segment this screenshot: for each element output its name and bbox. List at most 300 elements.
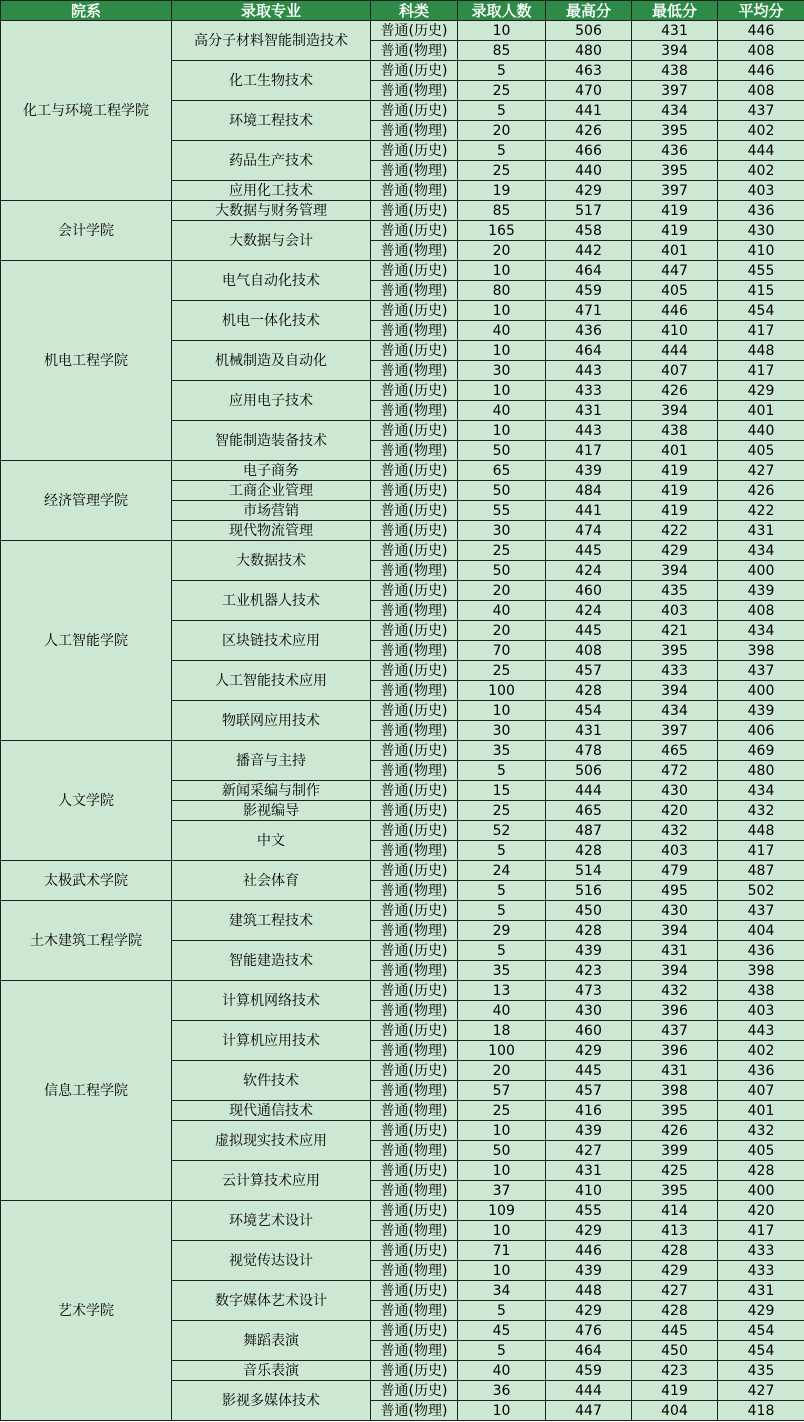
department-cell: 艺术学院 — [1, 1201, 172, 1421]
major-cell: 大数据技术 — [172, 541, 371, 581]
avg-score-cell: 443 — [718, 1021, 804, 1041]
max-score-cell: 442 — [546, 241, 632, 261]
max-score-cell: 506 — [546, 21, 632, 41]
category-cell: 普通(物理) — [371, 1041, 458, 1061]
min-score-cell: 431 — [632, 21, 718, 41]
max-score-cell: 439 — [546, 1121, 632, 1141]
major-cell: 软件技术 — [172, 1061, 371, 1101]
min-score-cell: 397 — [632, 721, 718, 741]
enrolled-cell: 15 — [458, 781, 546, 801]
max-score-cell: 410 — [546, 1181, 632, 1201]
department-cell: 机电工程学院 — [1, 261, 172, 461]
enrolled-cell: 100 — [458, 1041, 546, 1061]
enrolled-cell: 5 — [458, 141, 546, 161]
min-score-cell: 395 — [632, 1181, 718, 1201]
category-cell: 普通(物理) — [371, 1261, 458, 1281]
min-score-cell: 419 — [632, 461, 718, 481]
department-cell: 太极武术学院 — [1, 861, 172, 901]
enrolled-cell: 85 — [458, 41, 546, 61]
category-cell: 普通(历史) — [371, 481, 458, 501]
min-score-cell: 420 — [632, 801, 718, 821]
max-score-cell: 516 — [546, 881, 632, 901]
min-score-cell: 413 — [632, 1221, 718, 1241]
major-cell: 物联网应用技术 — [172, 701, 371, 741]
major-cell: 应用化工技术 — [172, 181, 371, 201]
min-score-cell: 423 — [632, 1361, 718, 1381]
enrolled-cell: 70 — [458, 641, 546, 661]
category-cell: 普通(历史) — [371, 1061, 458, 1081]
enrolled-cell: 30 — [458, 521, 546, 541]
major-cell: 机电一体化技术 — [172, 301, 371, 341]
enrolled-cell: 37 — [458, 1181, 546, 1201]
max-score-cell: 417 — [546, 441, 632, 461]
category-cell: 普通(历史) — [371, 1121, 458, 1141]
table-row — [1, 21, 804, 41]
max-score-cell: 408 — [546, 641, 632, 661]
avg-score-cell: 435 — [718, 1361, 804, 1381]
major-cell: 新闻采编与制作 — [172, 781, 371, 801]
max-score-cell: 441 — [546, 101, 632, 121]
major-cell: 中文 — [172, 821, 371, 861]
avg-score-cell: 408 — [718, 601, 804, 621]
min-score-cell: 444 — [632, 341, 718, 361]
min-score-cell: 397 — [632, 181, 718, 201]
enrolled-cell: 25 — [458, 81, 546, 101]
major-cell: 大数据与会计 — [172, 221, 371, 261]
max-score-cell: 447 — [546, 1401, 632, 1421]
category-cell: 普通(历史) — [371, 101, 458, 121]
enrolled-cell: 10 — [458, 341, 546, 361]
min-score-cell: 438 — [632, 421, 718, 441]
min-score-cell: 434 — [632, 701, 718, 721]
min-score-cell: 395 — [632, 121, 718, 141]
table-body — [1, 21, 804, 1421]
max-score-cell: 476 — [546, 1321, 632, 1341]
max-score-cell: 514 — [546, 861, 632, 881]
min-score-cell: 394 — [632, 401, 718, 421]
category-cell: 普通(历史) — [371, 1361, 458, 1381]
min-score-cell: 395 — [632, 1101, 718, 1121]
enrolled-cell: 5 — [458, 841, 546, 861]
max-score-cell: 430 — [546, 1001, 632, 1021]
max-score-cell: 517 — [546, 201, 632, 221]
avg-score-cell: 448 — [718, 341, 804, 361]
department-cell: 人工智能学院 — [1, 541, 172, 741]
category-cell: 普通(物理) — [371, 281, 458, 301]
department-cell: 会计学院 — [1, 201, 172, 261]
category-cell: 普通(历史) — [371, 381, 458, 401]
major-cell: 电气自动化技术 — [172, 261, 371, 301]
max-score-cell: 428 — [546, 921, 632, 941]
category-cell: 普通(物理) — [371, 1101, 458, 1121]
min-score-cell: 429 — [632, 541, 718, 561]
avg-score-cell: 420 — [718, 1201, 804, 1221]
major-cell: 舞蹈表演 — [172, 1321, 371, 1361]
min-score-cell: 394 — [632, 561, 718, 581]
avg-score-cell: 434 — [718, 621, 804, 641]
enrolled-cell: 24 — [458, 861, 546, 881]
min-score-cell: 431 — [632, 941, 718, 961]
min-score-cell: 426 — [632, 381, 718, 401]
enrolled-cell: 85 — [458, 201, 546, 221]
category-cell: 普通(历史) — [371, 621, 458, 641]
category-cell: 普通(历史) — [371, 1241, 458, 1261]
major-cell: 市场营销 — [172, 501, 371, 521]
avg-score-cell: 502 — [718, 881, 804, 901]
min-score-cell: 495 — [632, 881, 718, 901]
department-cell: 化工与环境工程学院 — [1, 21, 172, 201]
avg-score-cell: 454 — [718, 1321, 804, 1341]
category-cell: 普通(历史) — [371, 981, 458, 1001]
avg-score-cell: 434 — [718, 781, 804, 801]
min-score-cell: 404 — [632, 1401, 718, 1421]
avg-score-cell: 432 — [718, 1121, 804, 1141]
max-score-cell: 416 — [546, 1101, 632, 1121]
min-score-cell: 395 — [632, 641, 718, 661]
max-score-cell: 448 — [546, 1281, 632, 1301]
max-score-cell: 474 — [546, 521, 632, 541]
avg-score-cell: 432 — [718, 801, 804, 821]
major-cell: 大数据与财务管理 — [172, 201, 371, 221]
enrolled-cell: 20 — [458, 241, 546, 261]
min-score-cell: 447 — [632, 261, 718, 281]
major-cell: 现代物流管理 — [172, 521, 371, 541]
max-score-cell: 444 — [546, 781, 632, 801]
enrolled-cell: 50 — [458, 561, 546, 581]
header-row — [1, 1, 804, 21]
category-cell: 普通(物理) — [371, 361, 458, 381]
avg-score-cell: 418 — [718, 1401, 804, 1421]
max-score-cell: 463 — [546, 61, 632, 81]
category-cell: 普通(历史) — [371, 781, 458, 801]
avg-score-cell: 402 — [718, 121, 804, 141]
avg-score-cell: 415 — [718, 281, 804, 301]
avg-score-cell: 404 — [718, 921, 804, 941]
department-cell: 土木建筑工程学院 — [1, 901, 172, 981]
min-score-cell: 432 — [632, 981, 718, 1001]
enrolled-cell: 10 — [458, 21, 546, 41]
max-score-cell: 444 — [546, 1381, 632, 1401]
max-score-cell: 464 — [546, 341, 632, 361]
avg-score-cell: 428 — [718, 1161, 804, 1181]
avg-score-cell: 401 — [718, 1101, 804, 1121]
min-score-cell: 430 — [632, 781, 718, 801]
category-cell: 普通(物理) — [371, 241, 458, 261]
major-cell: 环境工程技术 — [172, 101, 371, 141]
category-cell: 普通(历史) — [371, 661, 458, 681]
min-score-cell: 421 — [632, 621, 718, 641]
max-score-cell: 460 — [546, 1021, 632, 1041]
max-score-cell: 431 — [546, 721, 632, 741]
min-score-cell: 432 — [632, 821, 718, 841]
category-cell: 普通(历史) — [371, 61, 458, 81]
min-score-cell: 403 — [632, 841, 718, 861]
category-cell: 普通(历史) — [371, 1021, 458, 1041]
min-score-cell: 446 — [632, 301, 718, 321]
department-cell: 人文学院 — [1, 741, 172, 861]
enrolled-cell: 20 — [458, 621, 546, 641]
enrolled-cell: 10 — [458, 1261, 546, 1281]
enrolled-cell: 71 — [458, 1241, 546, 1261]
min-score-cell: 419 — [632, 1381, 718, 1401]
avg-score-cell: 410 — [718, 241, 804, 261]
avg-score-cell: 398 — [718, 641, 804, 661]
avg-score-cell: 433 — [718, 1261, 804, 1281]
major-cell: 区块链技术应用 — [172, 621, 371, 661]
min-score-cell: 396 — [632, 1001, 718, 1021]
category-cell: 普通(历史) — [371, 21, 458, 41]
category-cell: 普通(历史) — [371, 1321, 458, 1341]
major-cell: 人工智能技术应用 — [172, 661, 371, 701]
avg-score-cell: 426 — [718, 481, 804, 501]
enrolled-cell: 109 — [458, 1201, 546, 1221]
enrolled-cell: 25 — [458, 801, 546, 821]
min-score-cell: 397 — [632, 81, 718, 101]
enrolled-cell: 13 — [458, 981, 546, 1001]
table-row — [1, 201, 804, 221]
category-cell: 普通(历史) — [371, 261, 458, 281]
enrolled-cell: 100 — [458, 681, 546, 701]
header-avg-score: 平均分 — [718, 1, 804, 21]
min-score-cell: 403 — [632, 601, 718, 621]
max-score-cell: 428 — [546, 681, 632, 701]
category-cell: 普通(历史) — [371, 861, 458, 881]
major-cell: 工业机器人技术 — [172, 581, 371, 621]
avg-score-cell: 422 — [718, 501, 804, 521]
min-score-cell: 419 — [632, 481, 718, 501]
category-cell: 普通(历史) — [371, 501, 458, 521]
min-score-cell: 394 — [632, 41, 718, 61]
avg-score-cell: 429 — [718, 1301, 804, 1321]
max-score-cell: 459 — [546, 1361, 632, 1381]
avg-score-cell: 400 — [718, 681, 804, 701]
department-cell: 信息工程学院 — [1, 981, 172, 1201]
min-score-cell: 445 — [632, 1321, 718, 1341]
avg-score-cell: 448 — [718, 821, 804, 841]
enrolled-cell: 19 — [458, 181, 546, 201]
category-cell: 普通(历史) — [371, 821, 458, 841]
category-cell: 普通(物理) — [371, 921, 458, 941]
max-score-cell: 424 — [546, 561, 632, 581]
max-score-cell: 431 — [546, 1161, 632, 1181]
category-cell: 普通(物理) — [371, 641, 458, 661]
enrolled-cell: 5 — [458, 101, 546, 121]
category-cell: 普通(历史) — [371, 1281, 458, 1301]
avg-score-cell: 403 — [718, 1001, 804, 1021]
enrolled-cell: 5 — [458, 61, 546, 81]
max-score-cell: 445 — [546, 541, 632, 561]
avg-score-cell: 417 — [718, 1221, 804, 1241]
enrolled-cell: 50 — [458, 441, 546, 461]
min-score-cell: 419 — [632, 221, 718, 241]
max-score-cell: 465 — [546, 801, 632, 821]
max-score-cell: 440 — [546, 161, 632, 181]
max-score-cell: 457 — [546, 661, 632, 681]
department-cell: 经济管理学院 — [1, 461, 172, 541]
max-score-cell: 466 — [546, 141, 632, 161]
major-cell: 高分子材料智能制造技术 — [172, 21, 371, 61]
category-cell: 普通(历史) — [371, 741, 458, 761]
max-score-cell: 487 — [546, 821, 632, 841]
avg-score-cell: 454 — [718, 301, 804, 321]
category-cell: 普通(物理) — [371, 1181, 458, 1201]
avg-score-cell: 417 — [718, 841, 804, 861]
min-score-cell: 426 — [632, 1121, 718, 1141]
max-score-cell: 439 — [546, 1261, 632, 1281]
enrolled-cell: 20 — [458, 121, 546, 141]
avg-score-cell: 446 — [718, 21, 804, 41]
enrolled-cell: 10 — [458, 381, 546, 401]
enrolled-cell: 5 — [458, 1301, 546, 1321]
category-cell: 普通(历史) — [371, 201, 458, 221]
category-cell: 普通(历史) — [371, 581, 458, 601]
enrolled-cell: 25 — [458, 661, 546, 681]
table-row — [1, 1201, 804, 1221]
major-cell: 环境艺术设计 — [172, 1201, 371, 1241]
avg-score-cell: 405 — [718, 441, 804, 461]
major-cell: 应用电子技术 — [172, 381, 371, 421]
category-cell: 普通(历史) — [371, 301, 458, 321]
enrolled-cell: 5 — [458, 941, 546, 961]
min-score-cell: 407 — [632, 361, 718, 381]
avg-score-cell: 407 — [718, 1081, 804, 1101]
max-score-cell: 446 — [546, 1241, 632, 1261]
min-score-cell: 433 — [632, 661, 718, 681]
avg-score-cell: 400 — [718, 561, 804, 581]
enrolled-cell: 18 — [458, 1021, 546, 1041]
max-score-cell: 431 — [546, 401, 632, 421]
min-score-cell: 465 — [632, 741, 718, 761]
avg-score-cell: 436 — [718, 941, 804, 961]
table-row — [1, 861, 804, 881]
category-cell: 普通(历史) — [371, 941, 458, 961]
max-score-cell: 478 — [546, 741, 632, 761]
avg-score-cell: 480 — [718, 761, 804, 781]
min-score-cell: 437 — [632, 1021, 718, 1041]
major-cell: 社会体育 — [172, 861, 371, 901]
enrolled-cell: 57 — [458, 1081, 546, 1101]
enrolled-cell: 20 — [458, 1061, 546, 1081]
max-score-cell: 428 — [546, 841, 632, 861]
max-score-cell: 484 — [546, 481, 632, 501]
category-cell: 普通(历史) — [371, 461, 458, 481]
avg-score-cell: 400 — [718, 1181, 804, 1201]
min-score-cell: 472 — [632, 761, 718, 781]
max-score-cell: 506 — [546, 761, 632, 781]
enrolled-cell: 40 — [458, 321, 546, 341]
category-cell: 普通(物理) — [371, 601, 458, 621]
category-cell: 普通(物理) — [371, 681, 458, 701]
min-score-cell: 410 — [632, 321, 718, 341]
enrolled-cell: 35 — [458, 961, 546, 981]
major-cell: 计算机网络技术 — [172, 981, 371, 1021]
enrolled-cell: 34 — [458, 1281, 546, 1301]
major-cell: 影视多媒体技术 — [172, 1381, 371, 1421]
major-cell: 建筑工程技术 — [172, 901, 371, 941]
avg-score-cell: 429 — [718, 381, 804, 401]
enrolled-cell: 10 — [458, 1121, 546, 1141]
major-cell: 工商企业管理 — [172, 481, 371, 501]
min-score-cell: 394 — [632, 921, 718, 941]
enrolled-cell: 40 — [458, 401, 546, 421]
min-score-cell: 425 — [632, 1161, 718, 1181]
avg-score-cell: 487 — [718, 861, 804, 881]
max-score-cell: 424 — [546, 601, 632, 621]
min-score-cell: 436 — [632, 141, 718, 161]
avg-score-cell: 439 — [718, 581, 804, 601]
avg-score-cell: 455 — [718, 261, 804, 281]
category-cell: 普通(物理) — [371, 1341, 458, 1361]
enrolled-cell: 10 — [458, 301, 546, 321]
major-cell: 音乐表演 — [172, 1361, 371, 1381]
category-cell: 普通(历史) — [371, 521, 458, 541]
min-score-cell: 395 — [632, 161, 718, 181]
avg-score-cell: 446 — [718, 61, 804, 81]
max-score-cell: 464 — [546, 1341, 632, 1361]
category-cell: 普通(物理) — [371, 181, 458, 201]
min-score-cell: 428 — [632, 1241, 718, 1261]
category-cell: 普通(物理) — [371, 401, 458, 421]
max-score-cell: 429 — [546, 1041, 632, 1061]
category-cell: 普通(物理) — [371, 841, 458, 861]
min-score-cell: 419 — [632, 201, 718, 221]
avg-score-cell: 439 — [718, 701, 804, 721]
max-score-cell: 429 — [546, 1301, 632, 1321]
category-cell: 普通(历史) — [371, 901, 458, 921]
enrolled-cell: 20 — [458, 581, 546, 601]
min-score-cell: 396 — [632, 1041, 718, 1061]
major-cell: 视觉传达设计 — [172, 1241, 371, 1281]
enrolled-cell: 50 — [458, 481, 546, 501]
max-score-cell: 436 — [546, 321, 632, 341]
avg-score-cell: 440 — [718, 421, 804, 441]
category-cell: 普通(物理) — [371, 1141, 458, 1161]
major-cell: 智能建造技术 — [172, 941, 371, 981]
major-cell: 虚拟现实技术应用 — [172, 1121, 371, 1161]
major-cell: 机械制造及自动化 — [172, 341, 371, 381]
category-cell: 普通(物理) — [371, 121, 458, 141]
major-cell: 药品生产技术 — [172, 141, 371, 181]
min-score-cell: 430 — [632, 901, 718, 921]
avg-score-cell: 408 — [718, 81, 804, 101]
avg-score-cell: 405 — [718, 1141, 804, 1161]
avg-score-cell: 408 — [718, 41, 804, 61]
category-cell: 普通(历史) — [371, 1161, 458, 1181]
enrolled-cell: 25 — [458, 1101, 546, 1121]
category-cell: 普通(历史) — [371, 701, 458, 721]
category-cell: 普通(物理) — [371, 1001, 458, 1021]
major-cell: 现代通信技术 — [172, 1101, 371, 1121]
min-score-cell: 428 — [632, 1301, 718, 1321]
max-score-cell: 470 — [546, 81, 632, 101]
header-min-score: 最低分 — [632, 1, 718, 21]
min-score-cell: 429 — [632, 1261, 718, 1281]
table-row — [1, 981, 804, 1001]
max-score-cell: 445 — [546, 621, 632, 641]
table-row — [1, 261, 804, 281]
max-score-cell: 439 — [546, 941, 632, 961]
category-cell: 普通(物理) — [371, 961, 458, 981]
max-score-cell: 464 — [546, 261, 632, 281]
table-row — [1, 541, 804, 561]
max-score-cell: 429 — [546, 1221, 632, 1241]
avg-score-cell: 437 — [718, 901, 804, 921]
max-score-cell: 458 — [546, 221, 632, 241]
avg-score-cell: 398 — [718, 961, 804, 981]
avg-score-cell: 417 — [718, 321, 804, 341]
min-score-cell: 419 — [632, 501, 718, 521]
max-score-cell: 441 — [546, 501, 632, 521]
